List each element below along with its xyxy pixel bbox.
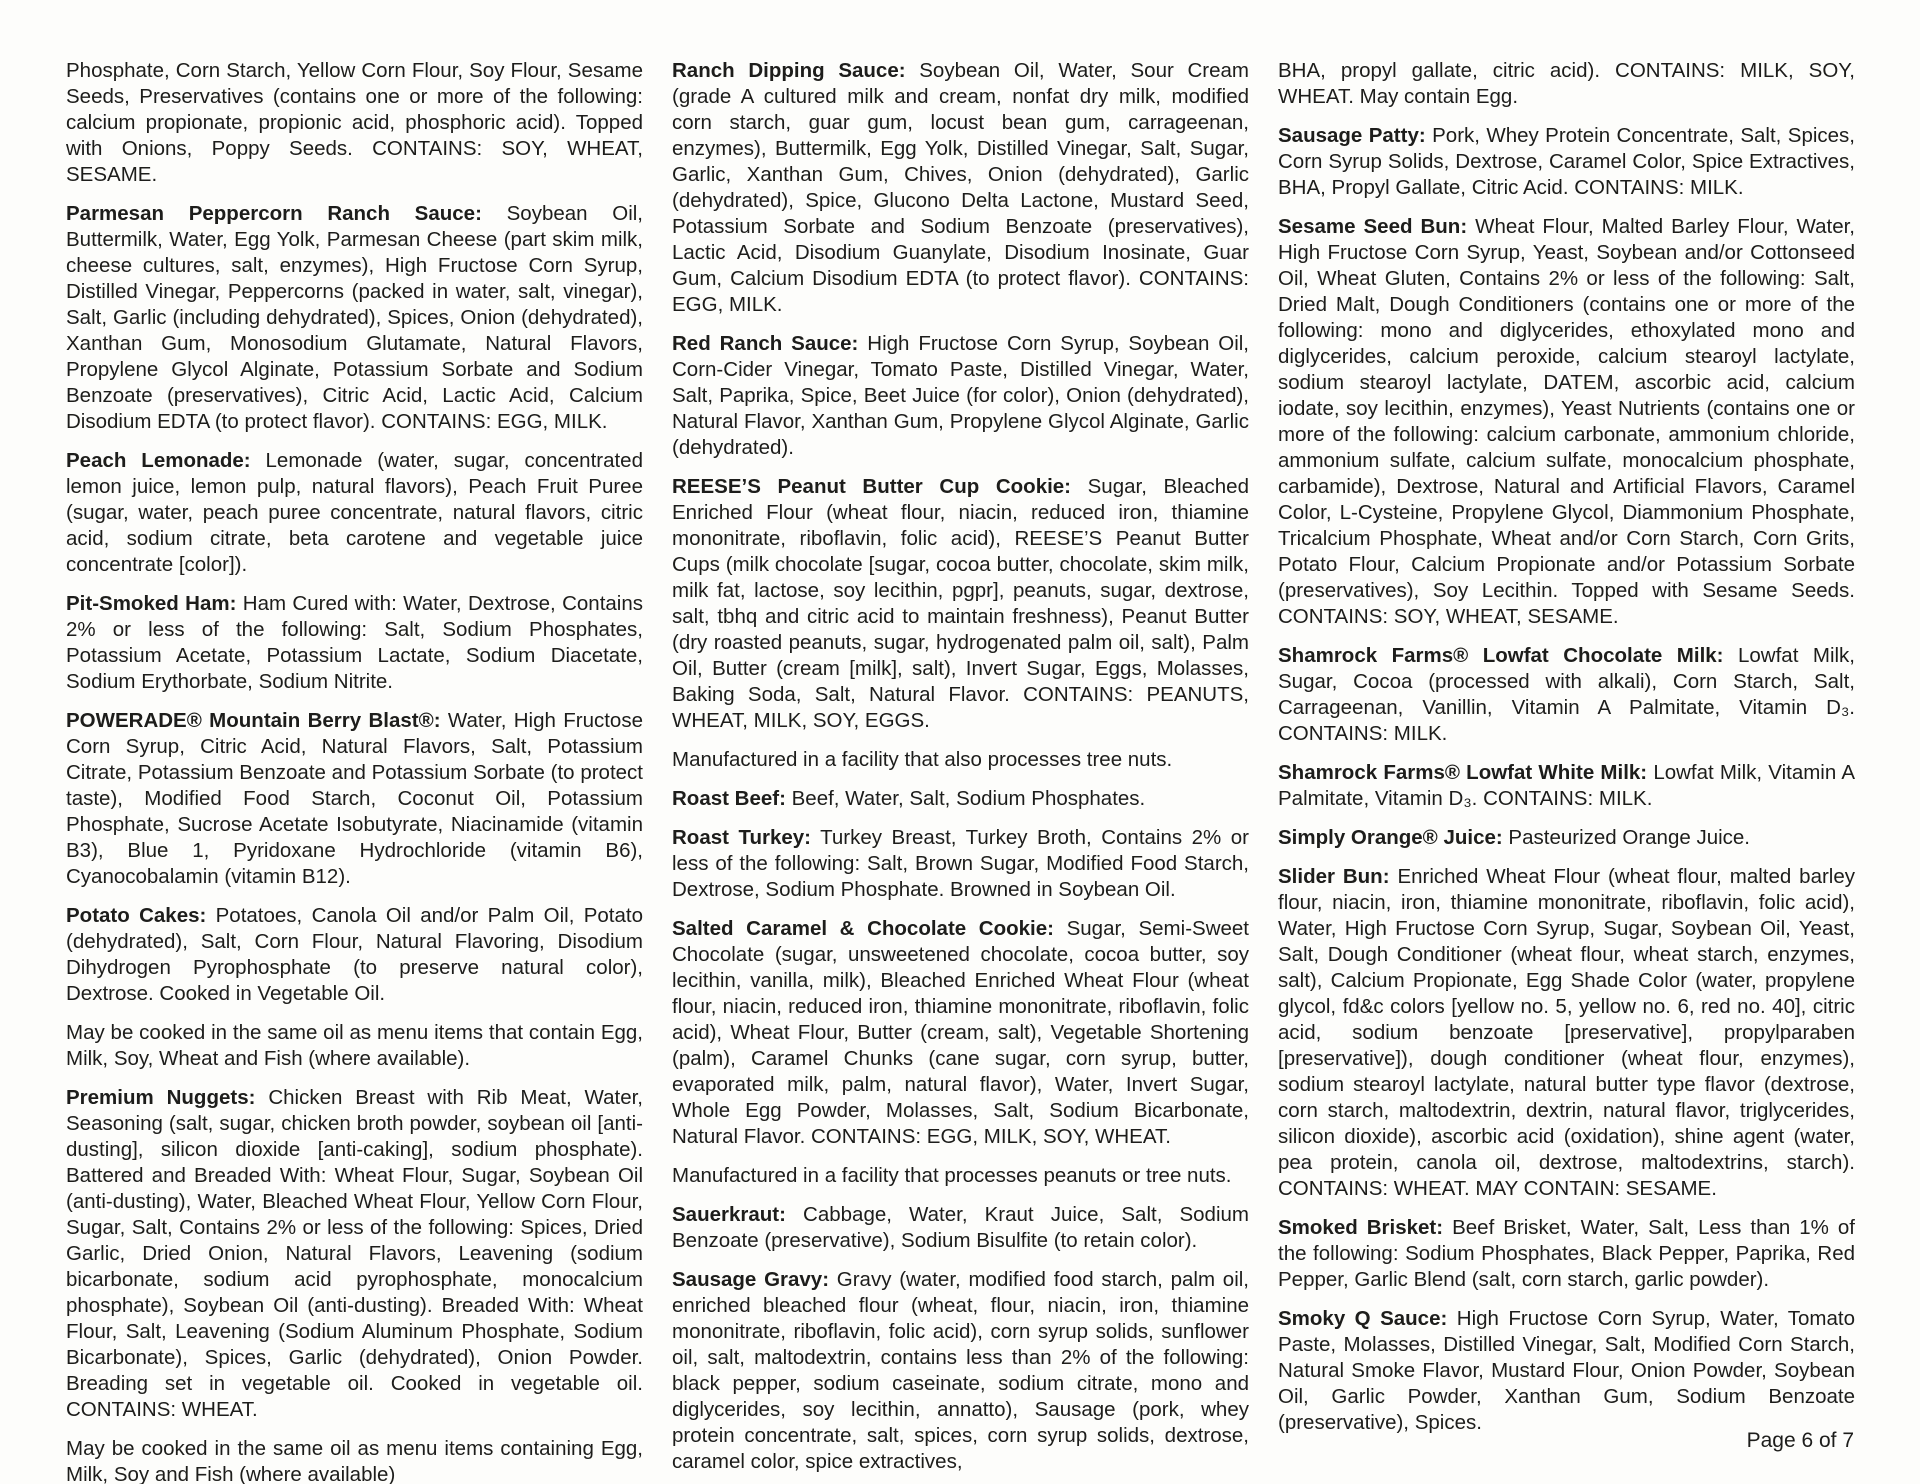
item-name: Roast Turkey: [672, 826, 811, 849]
ingredients-columns [66, 58, 1855, 1484]
ingredient-paragraph: May be cooked in the same oil as menu items containing Egg, Milk, Soy and Fish (where available) [66, 1437, 643, 1484]
item-name: Smoked Brisket: [1278, 1216, 1444, 1239]
ingredient-paragraph: Pit-Smoked Ham: Ham Cured with: Water, Dextrose, Contains 2% or less of the following: Salt, Sodium Phosphates, Potassium Acetate, Potassium Lactate, Sodium Diacetate, Sodium Erythorbate, Sodium Nitrite. [66, 592, 643, 693]
ingredient-paragraph: Roast Turkey: Turkey Breast, Turkey Broth, Contains 2% or less of the following: Salt, Brown Sugar, Modified Food Starch, Dextrose, Sodium Phosphate. Browned in Soybean Oil. [672, 826, 1249, 901]
item-name: Peach Lemonade: [66, 449, 251, 472]
ingredient-paragraph: Red Ranch Sauce: High Fructose Corn Syrup, Soybean Oil, Corn-Cider Vinegar, Tomato Paste, Distilled Vinegar, Water, Salt, Paprika, Spice, Beet Juice (for color), Onion (dehydrated), Natural Flavor, Xanthan Gum, Propylene Glycol Alginate, Garlic (dehydrated). [672, 332, 1249, 459]
ingredient-paragraph: Roast Beef: Beef, Water, Salt, Sodium Phosphates. [672, 787, 1146, 810]
ingredient-paragraph: Parmesan Peppercorn Ranch Sauce: Soybean Oil, Buttermilk, Water, Egg Yolk, Parmesan Cheese (part skim milk, cheese cultures, salt, enzymes), High Fructose Corn Syrup, Distilled Vinegar, Peppercorns (packed in water, salt, vinegar), Salt, Garlic (including dehydrated), Spices, Onion (dehydrated), Xanthan Gum, Monosodium Glutamate, Natural Flavors, Propylene Glycol Alginate, Potassium Sorbate and Sodium Benzoate (preservatives), Citric Acid, Lactic Acid, Calcium Disodium EDTA (to protect flavor). CONTAINS: EGG, MILK. [66, 202, 644, 433]
ingredient-paragraph: Ranch Dipping Sauce: Soybean Oil, Water, Sour Cream (grade A cultured milk and cream, nonfat dry milk, modified corn starch, guar gum, locust bean gum, carrageenan, enzymes), Buttermilk, Egg Yolk, Distilled Vinegar, Salt, Sugar, Garlic, Xanthan Gum, Chives, Onion (dehydrated), Garlic (dehydrated), Spice, Glucono Delta Lactone, Mustard Seed, Potassium Sorbate and Sodium Benzoate (preservatives), Lactic Acid, Disodium Guanylate, Disodium Inosinate, Guar Gum, Calcium Disodium EDTA (to protect flavor). CONTAINS: EGG, MILK. [672, 59, 1249, 316]
ingredient-paragraph: Shamrock Farms® Lowfat White Milk: Lowfat Milk, Vitamin A Palmitate, Vitamin D₃. CONTAINS: MILK. [1278, 761, 1856, 810]
ingredient-paragraph: Potato Cakes: Potatoes, Canola Oil and/or Palm Oil, Potato (dehydrated), Salt, Corn Flour, Natural Flavoring, Disodium Dihydrogen Pyrophosphate (to preserve natural color), Dextrose. Cooked in Vegetable Oil. [66, 904, 643, 1005]
ingredient-paragraph: Smoked Brisket: Beef Brisket, Water, Salt, Less than 1% of the following: Sodium Phosphates, Black Pepper, Paprika, Red Pepper, Garlic Blend (salt, corn starch, garlic powder). [1278, 1216, 1856, 1291]
ingredient-paragraph: Sausage Gravy: Gravy (water, modified food starch, palm oil, enriched bleached flour (wheat, flour, niacin, iron, thiamine mononitrate, riboflavin, folic acid), corn syrup solids, sunflower oil, salt, maltodextrin, contains less than 2% of the following: black pepper, sodium caseinate, sodium citrate, mono and diglycerides, soy lecithin, annatto), Sausage (pork, whey protein concentrate, salt, spices, corn syrup solids, dextrose, caramel color, spice extractives, [672, 1268, 1249, 1473]
item-name: Ranch Dipping Sauce: [672, 59, 906, 82]
item-name: Potato Cakes: [66, 904, 207, 927]
item-name: Pit-Smoked Ham: [66, 592, 237, 615]
ingredient-paragraph: Sausage Patty: Pork, Whey Protein Concentrate, Salt, Spices, Corn Syrup Solids, Dextrose, Caramel Color, Spice Extractives, BHA, Propyl Gallate, Citric Acid. CONTAINS: MILK. [1278, 124, 1855, 199]
item-name: Sausage Patty: [1278, 124, 1426, 147]
column-1 [66, 58, 643, 1484]
item-name: Shamrock Farms® Lowfat Chocolate Milk: [1278, 644, 1724, 667]
ingredient-paragraph: Premium Nuggets: Chicken Breast with Rib Meat, Water, Seasoning (salt, sugar, chicken broth powder, soybean oil [anti-dusting], silicon dioxide [anti-caking], sodium phosphate). Battered and Breaded With: Wheat Flour, Sugar, Soybean Oil (anti-dusting), Water, Bleached Wheat Flour, Yellow Corn Flour, Sugar, Salt, Contains 2% or less of the following: Spices, Dried Garlic, Dried Onion, Natural Flavors, Leavening (sodium bicarbonate, sodium acid pyrophosphate, monocalcium phosphate), Soybean Oil (anti-dusting). Breaded With: Wheat Flour, Salt, Leavening (Sodium Aluminum Phosphate, Sodium Bicarbonate), Spices, Garlic (dehydrated), Onion Powder. Breading set in vegetable oil. Cooked in vegetable oil. CONTAINS: WHEAT. [66, 1086, 643, 1421]
item-name: Sauerkraut: [672, 1203, 786, 1226]
ingredient-paragraph: Peach Lemonade: Lemonade (water, sugar, concentrated lemon juice, lemon pulp, natural flavors), Peach Fruit Puree (sugar, water, peach puree concentrate, natural flavors, citric acid, sodium citrate, beta carotene and vegetable juice concentrate [color]). [66, 449, 643, 576]
item-name: Salted Caramel & Chocolate Cookie: [672, 917, 1054, 940]
ingredient-paragraph: BHA, propyl gallate, citric acid). CONTAINS: MILK, SOY, WHEAT. May contain Egg. [1278, 59, 1855, 108]
ingredient-paragraph: Shamrock Farms® Lowfat Chocolate Milk: Lowfat Milk, Sugar, Cocoa (processed with alkali), Corn Starch, Salt, Carrageenan, Vanillin, Vitamin A Palmitate, Vitamin D₃. CONTAINS: MILK. [1278, 644, 1855, 745]
item-name: Sausage Gravy: [672, 1268, 830, 1291]
item-name: Parmesan Peppercorn Ranch Sauce: [66, 202, 482, 225]
ingredient-paragraph: REESE’S Peanut Butter Cup Cookie: Sugar, Bleached Enriched Flour (wheat flour, niacin, reduced iron, thiamine mononitrate, riboflavin, folic acid), REESE’S Peanut Butter Cups (milk chocolate [sugar, cocoa butter, chocolate, skim milk, milk fat, lactose, soy lecithin, pgpr], peanuts, sugar, dextrose, salt, tbhq and citric acid to maintain freshness), Peanut Butter (dry roasted peanuts, sugar, hydrogenated palm oil, salt), Palm Oil, Butter (cream [milk], salt), Invert Sugar, Eggs, Molasses, Baking Soda, Salt, Natural Flavor. CONTAINS: PEANUTS, WHEAT, MILK, SOY, EGGS. [672, 475, 1249, 732]
page-number: Page 6 of 7 [1746, 1429, 1854, 1452]
ingredient-paragraph: POWERADE® Mountain Berry Blast®: Water, High Fructose Corn Syrup, Citric Acid, Natural Flavors, Salt, Potassium Citrate, Potassium Benzoate and Potassium Sorbate (to protect taste), Modified Food Starch, Coconut Oil, Potassium Phosphate, Sucrose Acetate Isobutyrate, Niacinamide (vitamin B3), Blue 1, Pyridoxane Hydrochloride (vitamin B6), Cyanocobalamin (vitamin B12). [66, 709, 643, 888]
item-name: Premium Nuggets: [66, 1086, 256, 1109]
item-name: Smoky Q Sauce: [1278, 1307, 1448, 1330]
ingredient-paragraph: Simply Orange® Juice: Pasteurized Orange Juice. [1278, 826, 1751, 849]
ingredient-paragraph: Manufactured in a facility that also processes tree nuts. [672, 748, 1173, 771]
ingredient-paragraph: Smoky Q Sauce: High Fructose Corn Syrup, Water, Tomato Paste, Molasses, Distilled Vinegar, Salt, Modified Corn Starch, Natural Smoke Flavor, Mustard Flour, Onion Powder, Soybean Oil, Garlic Powder, Xanthan Gum, Sodium Benzoate (preservative), Spices. [1278, 1307, 1855, 1434]
item-name: Simply Orange® Juice: [1278, 826, 1503, 849]
item-name: Slider Bun: [1278, 865, 1390, 888]
column-3 [1278, 58, 1855, 1484]
item-name: Sesame Seed Bun: [1278, 215, 1468, 238]
item-name: Red Ranch Sauce: [672, 332, 859, 355]
item-name: Roast Beef: [672, 787, 786, 810]
ingredient-paragraph: Manufactured in a facility that processes peanuts or tree nuts. [672, 1164, 1232, 1187]
column-2 [672, 58, 1249, 1484]
item-name: POWERADE® Mountain Berry Blast®: [66, 709, 441, 732]
ingredient-paragraph: Sauerkraut: Cabbage, Water, Kraut Juice, Salt, Sodium Benzoate (preservative), Sodium Bisulfite (to retain color). [672, 1203, 1249, 1252]
ingredient-paragraph: Sesame Seed Bun: Wheat Flour, Malted Barley Flour, Water, High Fructose Corn Syrup, Yeast, Soybean and/or Cottonseed Oil, Wheat Gluten, Contains 2% or less of the following: Salt, Dried Malt, Dough Conditioners (contains one or more of the following: mono and diglycerides, ethoxylated mono and diglycerides, calcium peroxide, calcium stearoyl lactylate, sodium stearoyl lactylate, DATEM, ascorbic acid, calcium iodate, soy lecithin, enzymes), Yeast Nutrients (contains one or more of the following: calcium carbonate, ammonium chloride, ammonium sulfate, calcium sulfate, monocalcium phosphate, carbamide), Dextrose, Natural and Artificial Flavors, Caramel Color, L-Cysteine, Propylene Glycol, Diammonium Phosphate, Tricalcium Phosphate, Wheat and/or Corn Starch, Corn Grits, Potato Flour, Calcium Propionate and/or Potassium Sorbate (preservatives), Soy Lecithin. Topped with Sesame Seeds. CONTAINS: SOY, WHEAT, SESAME. [1278, 215, 1855, 628]
ingredient-paragraph: May be cooked in the same oil as menu items that contain Egg, Milk, Soy, Wheat and Fish (where available). [66, 1021, 643, 1070]
ingredient-paragraph: Slider Bun: Enriched Wheat Flour (wheat flour, malted barley flour, niacin, iron, thiamine mononitrate, riboflavin, folic acid), Water, High Fructose Corn Syrup, Sugar, Soybean Oil, Yeast, Salt, Dough Conditioner (wheat flour, wheat starch, enzymes, salt), Calcium Propionate, Egg Shade Color (water, propylene glycol, fd&c colors [yellow no. 5, yellow no. 6, red no. 40], citric acid, sodium benzoate [preservative], propylparaben [preservative]), dough conditioner (wheat flour, enzymes), sodium stearoyl lactylate, natural butter type flavor (dextrose, corn starch, maltodextrin, dextrin, natural flavor, triglycerides, silicon dioxide), ascorbic acid (oxidation), shine agent (water, pea protein, canola oil, dextrose, maltodextrins, starch). CONTAINS: WHEAT. MAY CONTAIN: SESAME. [1278, 865, 1855, 1200]
ingredient-paragraph: Phosphate, Corn Starch, Yellow Corn Flour, Soy Flour, Sesame Seeds, Preservatives (contains one or more of the following: calcium propionate, propionic acid, phosphoric acid). Topped with Onions, Poppy Seeds. CONTAINS: SOY, WHEAT, SESAME. [66, 59, 643, 186]
item-name: Shamrock Farms® Lowfat White Milk: [1278, 761, 1648, 784]
ingredient-paragraph: Salted Caramel & Chocolate Cookie: Sugar, Semi-Sweet Chocolate (sugar, unsweetened chocolate, cocoa butter, soy lecithin, vanilla, milk), Bleached Enriched Wheat Flour (wheat flour, niacin, reduced iron, thiamine mononitrate, riboflavin, folic acid), Wheat Flour, Butter (cream, salt), Vegetable Shortening (palm), Caramel Chunks (cane sugar, corn syrup, butter, evaporated milk, palm, natural flavor), Water, Invert Sugar, Whole Egg Powder, Molasses, Salt, Sodium Bicarbonate, Natural Flavor. CONTAINS: EGG, MILK, SOY, WHEAT. [672, 917, 1249, 1148]
item-name: REESE’S Peanut Butter Cup Cookie: [672, 475, 1072, 498]
